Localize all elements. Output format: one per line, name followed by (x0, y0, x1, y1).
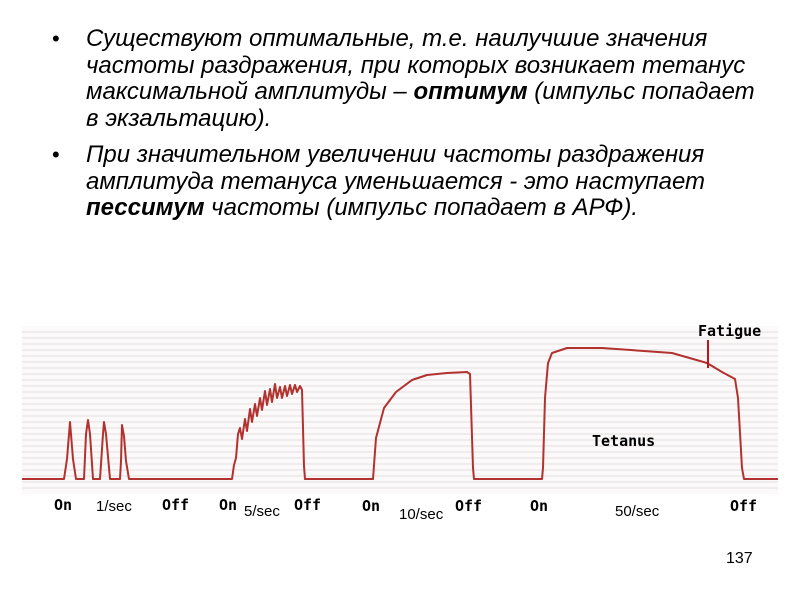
bullet-marker: • (52, 26, 60, 51)
off-label: Off (730, 497, 758, 515)
frequency-label: 50/sec (615, 503, 660, 520)
tetanus-recording-figure (22, 318, 778, 524)
bullet-optimum (52, 26, 772, 132)
frequency-label: 5/sec (244, 503, 280, 520)
on-label: On (54, 496, 73, 514)
bullet-text: (импульс попадает в экзальтацию). (86, 78, 755, 132)
bullet-marker: • (52, 142, 60, 167)
bullet-text: При значительном увеличении частоты раздражения амплитуда тетануса уменьшается - это наступает (86, 141, 706, 195)
slide-number: 137 (726, 550, 753, 567)
bullet-text: Существуют оптимальные, т.е. наилучшие значения частоты раздражения, при которых возникает тетанус максимальной амплитуды – (86, 25, 746, 105)
tetanus-recording-svg (22, 318, 778, 524)
on-label: On (362, 497, 381, 515)
term-optimum: оптимум (413, 78, 528, 105)
bullet-pessimum (52, 142, 772, 222)
fatigue-label: Fatigue (698, 322, 762, 340)
frequency-label: 10/sec (399, 506, 444, 523)
off-label: Off (455, 497, 483, 515)
tetanus-label: Tetanus (592, 432, 656, 450)
on-label: On (219, 496, 238, 514)
bullet-list (52, 26, 772, 232)
frequency-label: 1/sec (96, 498, 132, 515)
on-label: On (530, 497, 549, 515)
off-label: Off (162, 496, 190, 514)
term-pessimum: пессимум (86, 194, 205, 221)
off-label: Off (294, 496, 322, 514)
bullet-text: частоты (импульс попадает в АРФ). (204, 194, 639, 221)
